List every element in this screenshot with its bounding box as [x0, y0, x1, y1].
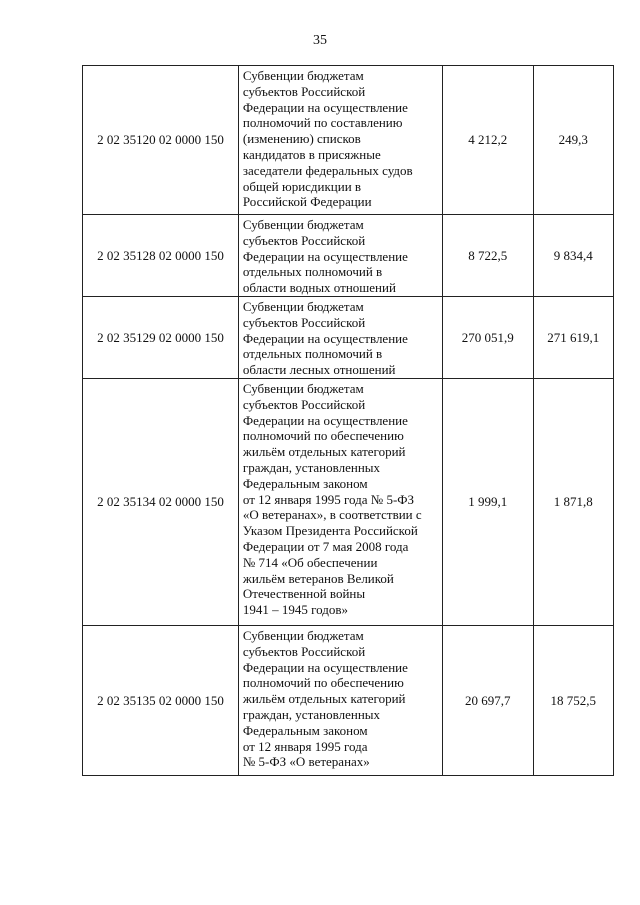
description-line: субъектов Российской: [242, 396, 366, 412]
description-line: Субвенции бюджетам: [242, 628, 364, 643]
code-cell: 2 02 35129 02 0000 150: [83, 297, 239, 379]
value-cell-1: 270 051,9: [443, 297, 534, 379]
value-cell-2: 1 871,8: [533, 379, 613, 626]
value-cell-2: 249,3: [533, 66, 613, 215]
description-line: Субвенции бюджетам: [242, 299, 364, 314]
description-cell: [238, 297, 442, 379]
description-line: «О ветеранах», в соответствии с: [242, 507, 422, 523]
description-line: Федеральным законом: [242, 722, 368, 738]
description-cell: [238, 379, 442, 626]
table-row: [83, 379, 614, 626]
code-cell: 2 02 35134 02 0000 150: [83, 379, 239, 626]
table-row: [83, 297, 614, 379]
table-row: [83, 626, 614, 776]
description-line: Российской Федерации: [242, 194, 372, 210]
description-line: Федерации на осуществление: [242, 248, 408, 264]
description-line: области лесных отношений: [242, 362, 396, 378]
description-cell: [238, 66, 442, 215]
description-line: Субвенции бюджетам: [242, 217, 364, 232]
description-line: Отечественной войны: [242, 586, 366, 602]
value-cell-1: 20 697,7: [443, 626, 534, 776]
code-cell: 2 02 35120 02 0000 150: [83, 66, 239, 215]
table-row: [83, 66, 614, 215]
value-cell-1: 1 999,1: [443, 379, 534, 626]
description-line: заседатели федеральных судов: [242, 162, 413, 178]
description-line: № 714 «Об обеспечении: [242, 554, 378, 570]
description-line: общей юрисдикции в: [242, 178, 362, 194]
description-line: Федерации на осуществление: [242, 99, 408, 115]
description-line: области водных отношений: [242, 280, 396, 296]
description-line: Федерации на осуществление: [242, 412, 408, 428]
description-line: полномочий по обеспечению: [242, 428, 404, 444]
description-line: Субвенции бюджетам: [242, 381, 364, 396]
value-cell-1: 8 722,5: [443, 215, 534, 297]
description-line: субъектов Российской: [242, 83, 366, 99]
description-line: Указом Президента Российской: [242, 523, 418, 539]
description-line: кандидатов в присяжные: [242, 146, 381, 162]
description-line: 1941 – 1945 годов»: [242, 602, 349, 618]
description-line: отдельных полномочий в: [242, 346, 383, 362]
description-line: (изменению) списков: [242, 131, 361, 147]
description-line: от 12 января 1995 года: [242, 738, 368, 754]
description-cell: [238, 215, 442, 297]
value-cell-2: 271 619,1: [533, 297, 613, 379]
code-cell: 2 02 35135 02 0000 150: [83, 626, 239, 776]
table-row: [83, 215, 614, 297]
description-line: граждан, установленных: [242, 459, 381, 475]
description-line: субъектов Российской: [242, 314, 366, 330]
budget-table-body: [83, 66, 614, 776]
description-line: Федеральным законом: [242, 475, 368, 491]
description-line: Субвенции бюджетам: [242, 68, 364, 83]
description-line: от 12 января 1995 года № 5-ФЗ: [242, 491, 415, 507]
value-cell-2: 9 834,4: [533, 215, 613, 297]
description-line: жильём отдельных категорий: [242, 691, 406, 707]
description-line: жильём отдельных категорий: [242, 444, 406, 460]
value-cell-2: 18 752,5: [533, 626, 613, 776]
description-line: граждан, установленных: [242, 706, 381, 722]
value-cell-1: 4 212,2: [443, 66, 534, 215]
budget-table: [82, 65, 614, 776]
description-line: Федерации на осуществление: [242, 330, 408, 346]
description-line: № 5-ФЗ «О ветеранах»: [242, 754, 370, 770]
description-line: жильём ветеранов Великой: [242, 570, 394, 586]
description-line: полномочий по составлению: [242, 115, 403, 131]
description-cell: [238, 626, 442, 776]
page-number: 35: [313, 33, 327, 48]
description-line: субъектов Российской: [242, 643, 366, 659]
description-line: Федерации на осуществление: [242, 659, 408, 675]
description-line: субъектов Российской: [242, 232, 366, 248]
description-line: отдельных полномочий в: [242, 264, 383, 280]
description-line: Федерации от 7 мая 2008 года: [242, 538, 409, 554]
code-cell: 2 02 35128 02 0000 150: [83, 215, 239, 297]
description-line: полномочий по обеспечению: [242, 675, 404, 691]
